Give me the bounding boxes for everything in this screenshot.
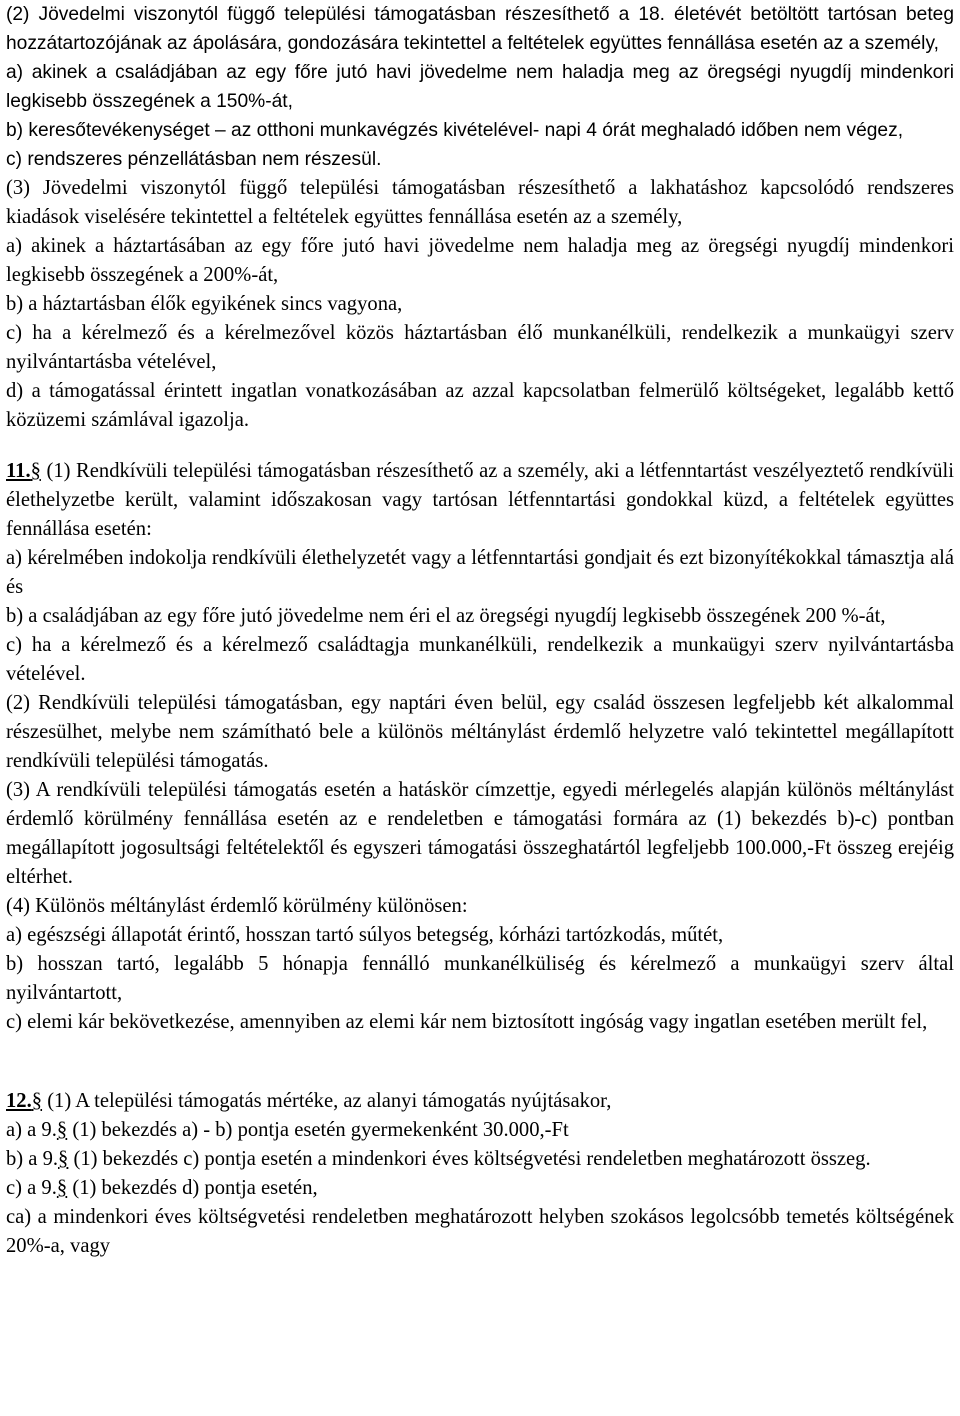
paragraph-2-intro: (2) Jövedelmi viszonytól függő települési támogatásban részesíthető a 18. életévét betöltött tartósan beteg hozzátartozójának az ápolására, gondozására tekintettel a feltételek együttes fennállása esetén az a személy, bbox=[6, 4, 954, 54]
section-mark: § bbox=[58, 1148, 69, 1170]
section-11-paragraph-3: (3) A rendkívüli települési támogatás esetén a hatáskör címzettje, egyedi mérlegelés alapján különös méltánylást érdemlő körülmény fennállása esetén az e rendeletben e támogatási formára az (1) bekezdés b)-c) pontban megállapított jogosultsági feltételektől és egyszeri támogatási összeghatártól legfeljebb 100.000,-Ft összeg erejéig eltérhet. bbox=[6, 779, 954, 888]
section-12-point-c-pre: c) a 9. bbox=[6, 1177, 57, 1199]
section-11-point-c: c) ha a kérelmező és a kérelmező családtagja munkanélküli, rendelkezik a munkaügyi szerv nyilvántartásba vételével. bbox=[6, 634, 954, 685]
section-mark: § bbox=[56, 1119, 68, 1141]
section-12-point-b-post: (1) bekezdés c) pontja esetén a mindenkori éves költségvetési rendeletben meghatározott összeg. bbox=[68, 1148, 871, 1170]
paragraph-2-c: c) rendszeres pénzellátásban nem részesül. bbox=[6, 149, 382, 170]
section-12-mark: § bbox=[31, 1090, 43, 1112]
paragraph-3-a: a) akinek a háztartásában az egy főre jutó havi jövedelme nem haladja meg az öregségi nyugdíj mindenkori legkisebb összegének a 200%-át, bbox=[6, 235, 954, 286]
section-11-point-a: a) kérelmében indokolja rendkívüli élethelyzetét vagy a létfenntartási gondjait és ezt bizonyítékokkal támasztja alá és bbox=[6, 547, 954, 598]
section-11-mark: § bbox=[30, 460, 41, 482]
spacer bbox=[6, 1037, 954, 1087]
paragraph-3-d: d) a támogatással érintett ingatlan vonatkozásában az azzal kapcsolatban felmerülő költségeket, legalább kettő közüzemi számlával igazolja. bbox=[6, 380, 954, 431]
section-11-number: 11. bbox=[6, 460, 31, 482]
paragraph-3-c: c) ha a kérelmező és a kérelmezővel közös háztartásban élő munkanélküli, rendelkezik a munkaügyi szerv nyilvántartásba vételével, bbox=[6, 322, 954, 373]
section-12-point-ca: ca) a mindenkori éves költségvetési rendeletben meghatározott helyben szokásos legolcsóbb temetés költségének 20%-a, vagy bbox=[6, 1206, 954, 1257]
paragraph-3-b: b) a háztartásban élők egyikének sincs vagyona, bbox=[6, 293, 403, 315]
section-11-intro-text: (1) Rendkívüli települési támogatásban részesíthető az a személy, aki a létfenntartást veszélyeztető rendkívüli élethelyzetbe került, valamint időszakosan vagy tartósan létfenntartási gondokkal küzd, a feltételek együttes fennállása esetén: bbox=[6, 460, 954, 540]
section-12-intro bbox=[6, 1087, 954, 1116]
section-11-paragraph-4-a: a) egészségi állapotát érintő, hosszan tartó súlyos betegség, kórházi tartózkodás, műtét, bbox=[6, 924, 724, 946]
section-11-paragraph-4: (4) Különös méltánylást érdemlő körülmény különösen: bbox=[6, 895, 468, 917]
paragraph-3-intro: (3) Jövedelmi viszonytól függő települési támogatásban részesíthető a lakhatáshoz kapcsolódó rendszeres kiadások viselésére tekintettel a feltételek együttes fennállása esetén az a személy, bbox=[6, 177, 954, 228]
section-11 bbox=[6, 457, 954, 1037]
section-12-point-c bbox=[6, 1174, 954, 1203]
section-12-point-b-pre: b) a 9. bbox=[6, 1148, 59, 1170]
section-mark: § bbox=[56, 1177, 68, 1199]
section-11-paragraph-4-c: c) elemi kár bekövetkezése, amennyiben az elemi kár nem biztosított ingóság vagy ingatlan esetében merült fel, bbox=[6, 1011, 928, 1033]
section-12-point-a bbox=[6, 1116, 954, 1145]
section-12-number: 12. bbox=[6, 1090, 32, 1112]
section-12-point-a-post: (1) bekezdés a) - b) pontja esetén gyermekenként 30.000,-Ft bbox=[67, 1119, 569, 1141]
paragraph-group-3 bbox=[6, 174, 954, 435]
section-11-paragraph-4-b: b) hosszan tartó, legalább 5 hónapja fennálló munkanélküliség és kérelmező a munkaügyi szerv által nyilvántartott, bbox=[6, 953, 954, 1004]
section-12-intro-text: (1) A települési támogatás mértéke, az alanyi támogatás nyújtásakor, bbox=[42, 1090, 612, 1112]
section-11-paragraph-2: (2) Rendkívüli települési támogatásban, egy naptári éven belül, egy család összesen legfeljebb két alkalommal részesülhet, melybe nem számítható bele a különös méltánylást érdemlő helyzetre való tekintettel megállapított rendkívüli települési támogatás. bbox=[6, 692, 954, 772]
section-11-point-b: b) a családjában az egy főre jutó jövedelme nem éri el az öregségi nyugdíj legkisebb összegének 200 %-át, bbox=[6, 605, 886, 627]
paragraph-2-a: a) akinek a családjában az egy főre jutó havi jövedelme nem haladja meg az öregségi nyugdíj mindenkori legkisebb összegének a 150%-át, bbox=[6, 62, 954, 112]
paragraph-2-b: b) keresőtevékenységet – az otthoni munkavégzés kivételével- napi 4 órát meghaladó időben nem végez, bbox=[6, 120, 904, 141]
section-12-point-c-post: (1) bekezdés d) pontja esetén, bbox=[67, 1177, 318, 1199]
section-11-intro bbox=[6, 457, 954, 544]
spacer bbox=[6, 435, 954, 457]
section-12-point-a-pre: a) a 9. bbox=[6, 1119, 57, 1141]
section-12-point-b bbox=[6, 1145, 954, 1174]
paragraph-group-2 bbox=[6, 0, 954, 174]
section-12 bbox=[6, 1087, 954, 1261]
document-page bbox=[6, 0, 954, 1261]
